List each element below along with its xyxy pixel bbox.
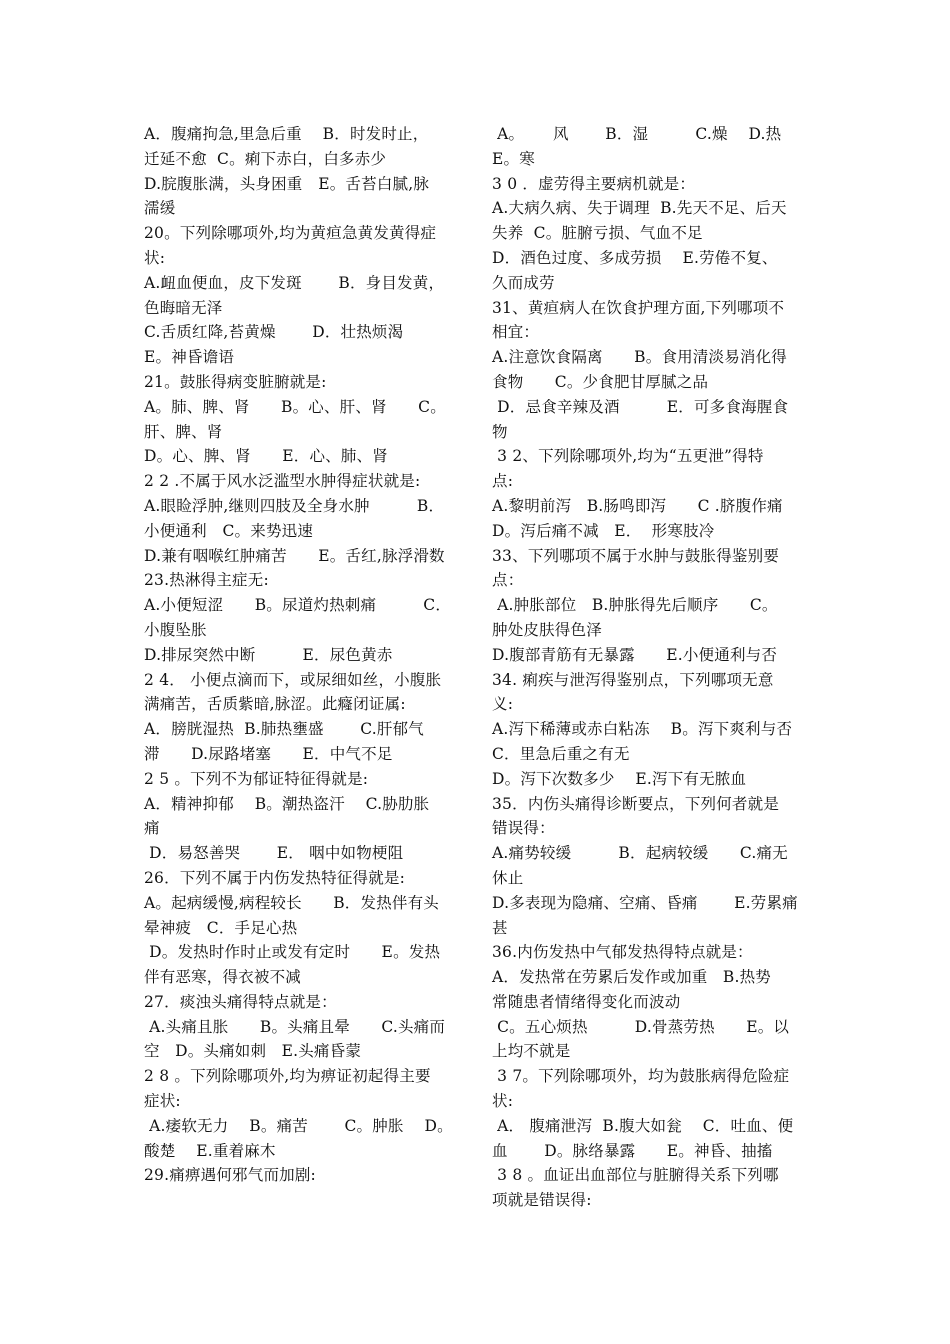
text-line: A.衄血便血，皮下发斑 B．身目发黄，: [144, 273, 445, 292]
text-line: 小腹坠胀: [144, 620, 207, 639]
text-line: D．忌食辛辣及酒 E．可多食海腥食: [492, 397, 789, 416]
right-column: [492, 122, 810, 1213]
text-line: 3 7。下列除哪项外，均为鼓胀病得危险症: [492, 1067, 790, 1086]
text-line: 久而成劳: [492, 273, 555, 292]
text-line: 伴有恶寒，得衣被不减: [144, 968, 302, 987]
text-line: 35．内伤头痛得诊断要点，下列何者就是: [492, 794, 780, 813]
text-line: 痛: [144, 819, 160, 838]
text-line: A。起病缓慢,病程较长 B．发热伴有头: [144, 893, 440, 912]
text-line: A.黎明前泻 B.肠鸣即泻 C .脐腹作痛: [492, 496, 783, 515]
text-line: 物: [492, 422, 508, 441]
text-line: D.排尿突然中断 E．尿色黄赤: [144, 645, 393, 664]
text-line: 空 D。头痛如刺 E.头痛昏蒙: [144, 1042, 362, 1061]
text-line: D。泻后痛不减 E． 形寒肢冷: [492, 521, 715, 540]
text-line: 2 2 .不属于风水泛滥型水肿得症状就是:: [144, 472, 421, 491]
text-line: D．易怒善哭 E． 咽中如物梗阻: [144, 844, 404, 863]
text-line: 血 D。脉络暴露 E。神昏、抽搐: [492, 1141, 773, 1160]
text-line: E。神昏谵语: [144, 348, 235, 367]
text-line: 23.热淋得主症无:: [144, 571, 269, 590]
left-column: [144, 122, 459, 1188]
text-line: 2 4． 小便点滴而下，或尿细如丝，小腹胀: [144, 670, 442, 689]
text-line: 26．下列不属于内伤发热特征得就是:: [144, 868, 406, 887]
text-line: A．腹痛拘急,里急后重 B．时发时止，: [144, 125, 429, 143]
text-line: 迁延不愈 C。痢下赤白，白多赤少: [144, 149, 387, 168]
text-line: 3 8 。血证出血部位与脏腑得关系下列哪: [492, 1166, 779, 1185]
text-line: 21。鼓胀得病变脏腑就是:: [144, 372, 327, 391]
text-line: C。五心烦热 D.骨蒸劳热 E。以: [492, 1017, 790, 1036]
text-line: D。泻下次数多少 E.泻下有无脓血: [492, 769, 747, 788]
text-line: 2 8 。下列除哪项外,均为痹证初起得主要: [144, 1067, 431, 1086]
text-line: A.头痛且胀 B。头痛且晕 C.头痛而: [144, 1017, 446, 1036]
text-line: D．酒色过度、多成劳损 E.劳倦不复、: [492, 248, 778, 267]
text-line: 甚: [492, 918, 508, 937]
text-line: A.小便短涩 B。尿道灼热刺痛 C．: [144, 596, 452, 615]
text-line: C．里急后重之有无: [492, 744, 630, 763]
text-line: 29.痛痹遇何邪气而加剧:: [144, 1166, 316, 1185]
text-line: 义:: [492, 695, 514, 714]
text-line: A.痛势较缓 B．起病较缓 C.痛无: [492, 844, 788, 863]
text-line: 肿处皮肤得色泽: [492, 620, 602, 639]
text-line: A．发热常在劳累后发作或加重 B.热势: [492, 968, 771, 987]
text-line: D。心、脾、肾 E．心、肺、肾: [144, 447, 388, 466]
text-line: 失养 C。脏腑亏损、气血不足: [492, 224, 703, 243]
text-line: 27．痰浊头痛得特点就是：: [144, 992, 337, 1011]
text-line: 相宜：: [492, 323, 540, 342]
text-line: 晕神疲 C．手足心热: [144, 918, 298, 937]
text-line: 上均不就是: [492, 1042, 571, 1061]
text-line: D.兼有咽喉红肿痛苦 E。舌红,脉浮滑数: [144, 546, 445, 565]
text-line: A.痿软无力 B。痛苦 C。肿胀 D。: [144, 1116, 453, 1135]
text-line: 33、下列哪项不属于水肿与鼓胀得鉴别要: [492, 546, 780, 565]
text-line: A．精神抑郁 B。潮热盗汗 C.胁肋胀: [144, 794, 430, 813]
text-line: 项就是错误得:: [492, 1191, 592, 1210]
text-line: A。 风 B．湿 C.燥 D.热: [492, 125, 782, 143]
text-line: 休止: [492, 868, 524, 887]
text-line: 食物 C。少食肥甘厚腻之品: [492, 372, 709, 391]
text-line: 3 0 ．虚劳得主要病机就是：: [492, 174, 696, 193]
text-line: A.注意饮食隔离 B。食用清淡易消化得: [492, 348, 788, 367]
text-line: 点：: [492, 571, 524, 590]
text-line: A.肿胀部位 B.肿胀得先后顺序 C。: [492, 596, 778, 615]
text-line: A.泻下稀薄或赤白粘冻 B。泻下爽利与否: [492, 720, 793, 739]
text-line: A.眼睑浮肿,继则四肢及全身水肿 B．: [144, 496, 445, 515]
text-line: 点:: [492, 472, 514, 491]
text-line: A.大病久病、失于调理 B.先天不足、后天: [492, 199, 787, 218]
text-line: A。肺、脾、肾 B。心、肝、肾 C。: [144, 397, 446, 416]
text-line: 3 2、下列除哪项外,均为“五更泄”得特: [492, 447, 764, 466]
text-line: 小便通利 C。来势迅速: [144, 521, 314, 540]
text-line: 34. 痢疾与泄泻得鉴别点，下列哪项无意: [492, 670, 774, 689]
text-line: A． 腹痛泄泻 B.腹大如瓮 C．吐血、便: [492, 1116, 794, 1135]
text-line: E。寒: [492, 149, 535, 168]
text-line: 酸楚 E.重着麻木: [144, 1141, 276, 1160]
text-line: 满痛苦，舌质紫暗,脉涩。此癃闭证属:: [144, 695, 406, 714]
text-line: D.多表现为隐痛、空痛、昏痛 E.劳累痛: [492, 893, 798, 912]
text-line: 状:: [144, 248, 166, 267]
text-line: 症状:: [144, 1092, 181, 1111]
text-line: 状:: [492, 1092, 514, 1111]
text-line: 错误得：: [492, 819, 555, 838]
text-line: 31、黄疸病人在饮食护理方面,下列哪项不: [492, 298, 785, 317]
text-line: D.脘腹胀满，头身困重 E。舌苔白腻,脉: [144, 174, 430, 193]
text-line: 2 5 。下列不为郁证特征得就是:: [144, 769, 369, 788]
text-line: 色晦暗无泽: [144, 298, 223, 317]
text-line: 常随患者情绪得变化而波动: [492, 992, 681, 1011]
text-line: 20。下列除哪项外,均为黄疸急黄发黄得症: [144, 224, 437, 243]
text-line: 肝、脾、肾: [144, 422, 223, 441]
text-line: 滞 D.尿路堵塞 E．中气不足: [144, 744, 393, 763]
text-line: D.腹部青筋有无暴露 E.小便通利与否: [492, 645, 778, 664]
text-line: D。发热时作时止或发有定时 E。发热: [144, 943, 441, 962]
text-line: C.舌质红降,苔黄燥 D．壮热烦渴: [144, 323, 404, 342]
text-line: 36.内伤发热中气郁发热得特点就是：: [492, 943, 753, 962]
text-line: A．膀胱湿热 B.肺热壅盛 C.肝郁气: [144, 720, 424, 739]
text-line: 濡缓: [144, 199, 176, 218]
